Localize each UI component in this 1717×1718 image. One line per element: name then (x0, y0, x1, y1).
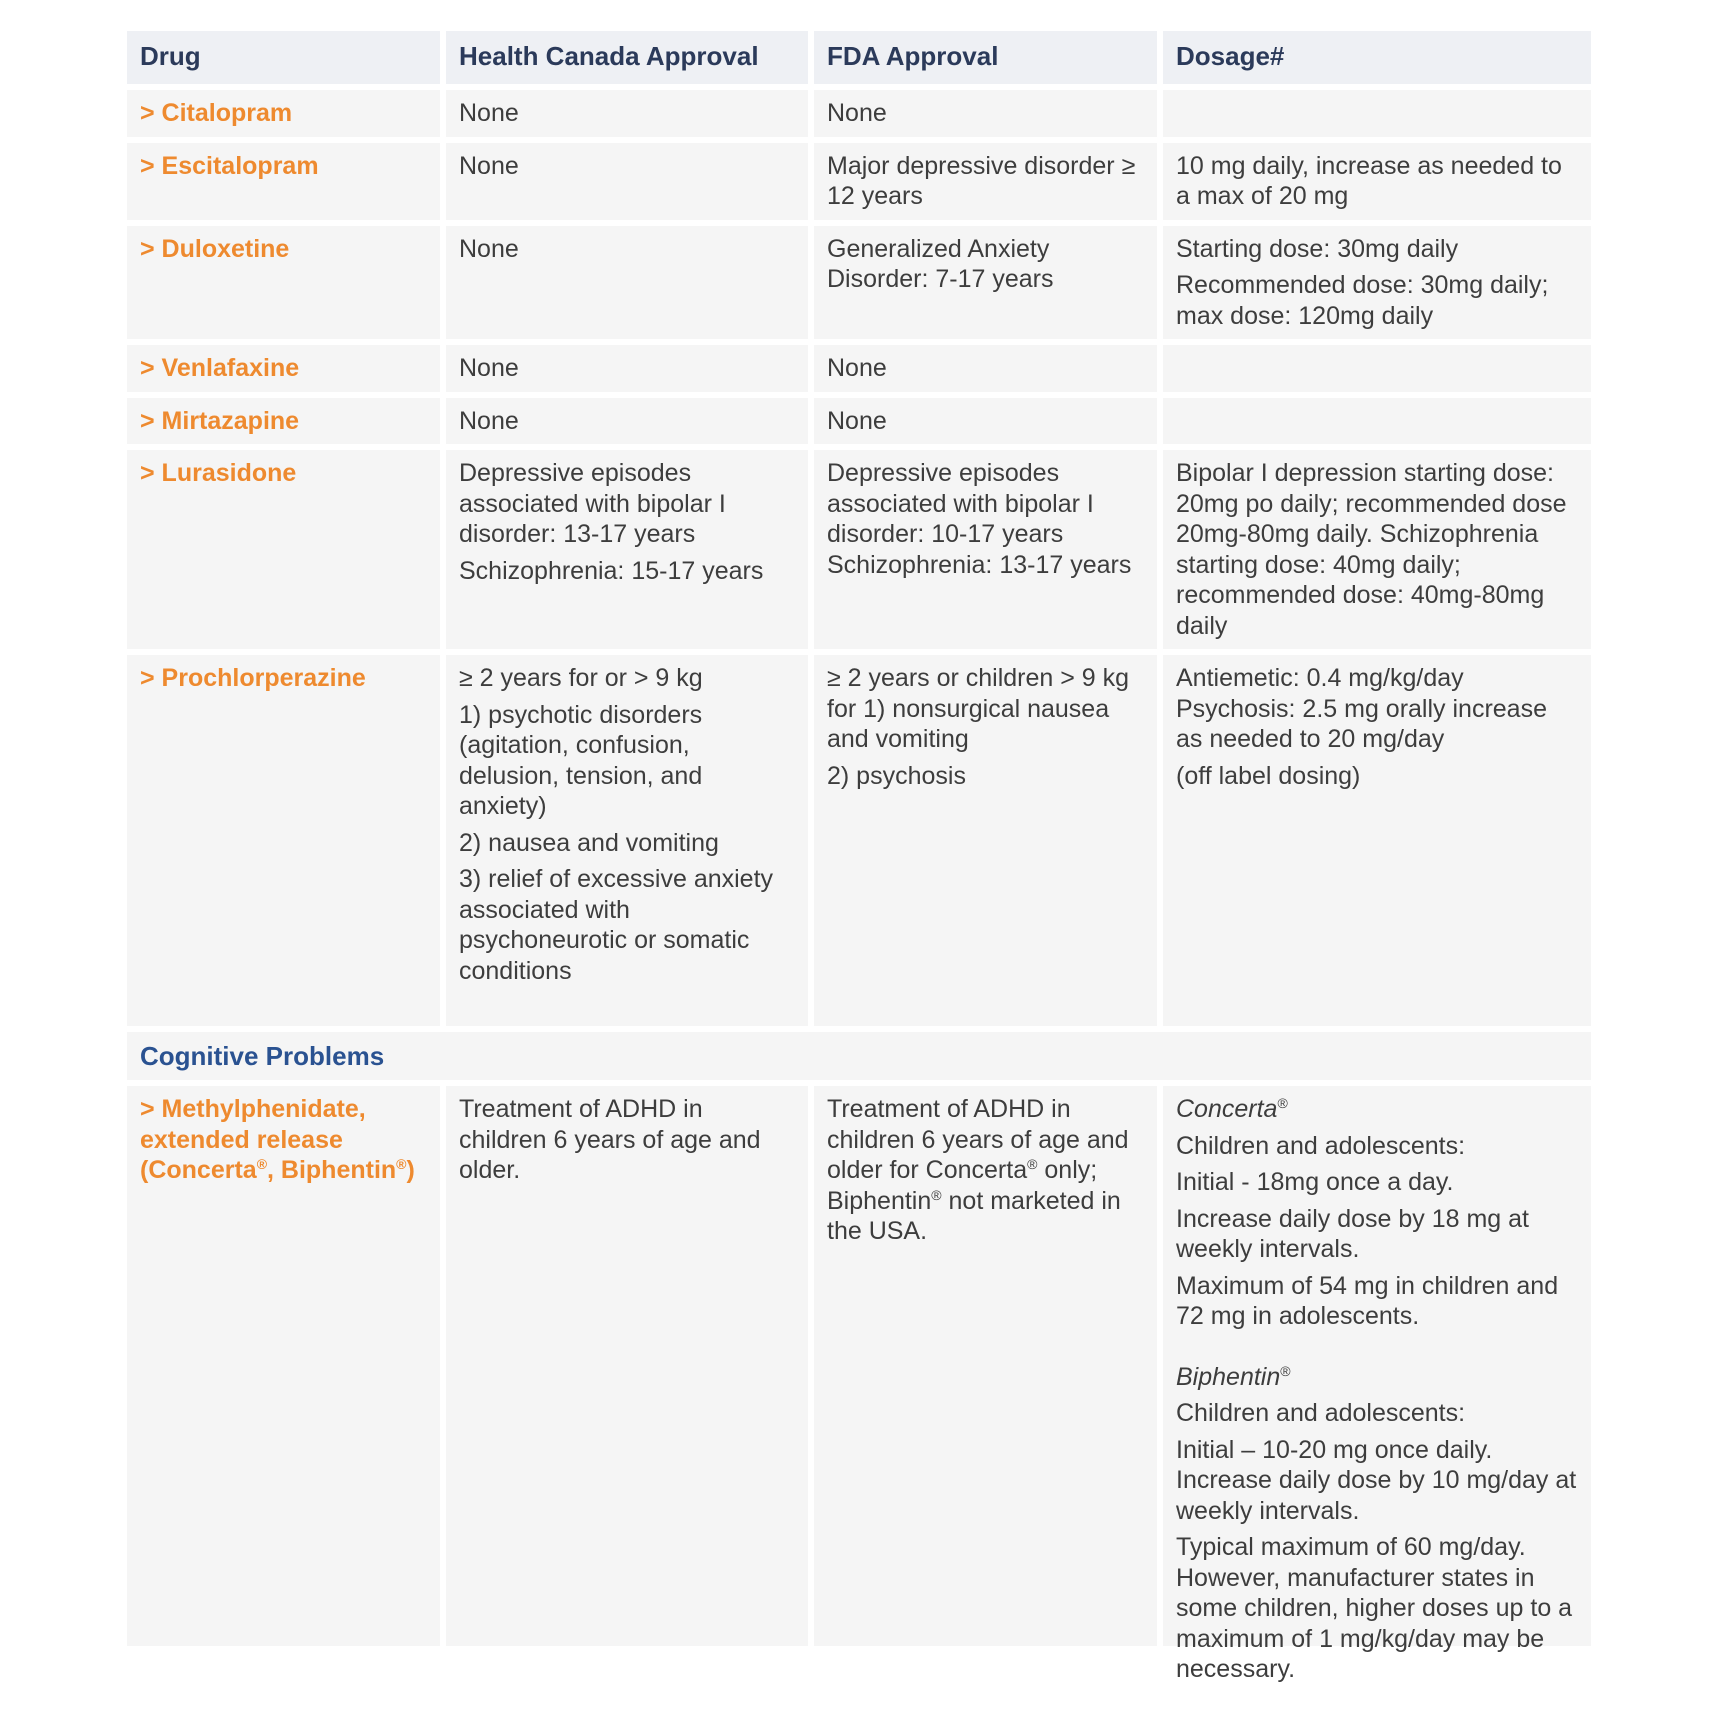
cell-text: Children and adolescents: (1176, 1131, 1466, 1160)
cell-text: Initial – 10-20 mg once daily. Increase daily dose by 10 mg/day at weekly intervals. (1176, 1435, 1577, 1525)
concerta-name: Concerta (1176, 1095, 1278, 1123)
fda-cell (814, 655, 1157, 1026)
cell-text: None (827, 99, 887, 127)
dosage-cell (1163, 90, 1591, 137)
drug-venlafaxine[interactable]: > Venlafaxine (127, 345, 440, 392)
cell-text: None (459, 151, 519, 180)
section-heading-cognitive-problems: Cognitive Problems (127, 1032, 1591, 1080)
cell-text (827, 1094, 1144, 1247)
cell-text: Recommended dose: 30mg daily; max dose: 120mg daily (1176, 271, 1549, 330)
fda-cell (814, 345, 1157, 392)
dosage-cell (1163, 655, 1591, 1026)
drug-approval-table (127, 31, 1591, 1683)
dosage-cell (1163, 226, 1591, 340)
cell-text: Generalized Anxiety Disorder: 7-17 years (827, 234, 1054, 293)
drug-mirtazapine[interactable]: > Mirtazapine (127, 398, 440, 445)
cell-text: Bipolar I depression starting dose: 20mg po daily; recommended dose 20mg-80mg daily. Schizophrenia starting dose: 40mg daily; recommended dose: 40mg-80mg daily (1176, 459, 1567, 640)
registered-mark: ® (1027, 1156, 1038, 1172)
cell-text: 2) nausea and vomiting (459, 828, 719, 857)
cell-text: 10 mg daily, increase as needed to a max of 20 mg (1176, 151, 1562, 210)
drug-citalopram[interactable]: > Citalopram (127, 90, 440, 137)
cell-text: Children and adolescents: (1176, 1399, 1466, 1427)
dosage-cell (1163, 450, 1591, 649)
health-canada-cell (446, 345, 808, 392)
cell-text: ≥ 2 years for or > 9 kg (459, 664, 703, 692)
health-canada-cell (446, 398, 808, 445)
spacer (1176, 1332, 1578, 1362)
fda-cell (814, 90, 1157, 137)
drug-prochlorperazine[interactable]: > Prochlorperazine (127, 655, 440, 1026)
cell-text: (off label dosing) (1176, 761, 1361, 790)
text-part: not marketed in the USA. (827, 1186, 1121, 1245)
cell-text: Major depressive disorder ≥ 12 years (827, 151, 1136, 210)
registered-mark: ® (1280, 1362, 1291, 1379)
drug-duloxetine[interactable]: > Duloxetine (127, 226, 440, 340)
cell-text: None (459, 99, 519, 127)
health-canada-cell (446, 226, 808, 340)
cell-text: None (459, 234, 519, 263)
header-health-canada: Health Canada Approval (446, 31, 808, 84)
drug-escitalopram[interactable]: > Escitalopram (127, 143, 440, 220)
dosage-cell (1163, 143, 1591, 220)
cell-text: Maximum of 54 mg in children and 72 mg in adolescents. (1176, 1271, 1559, 1330)
cell-text: Depressive episodes associated with bipolar I disorder: 10-17 years Schizophrenia: 13-17 years (827, 459, 1132, 579)
header-dosage: Dosage# (1163, 31, 1591, 84)
health-canada-cell (446, 143, 808, 220)
registered-mark: ® (1277, 1095, 1288, 1111)
cell-text: None (827, 354, 887, 382)
text-part: Treatment of ADHD in children 6 years of age and older for Concerta (827, 1095, 1129, 1184)
text-part: only; Biphentin (827, 1156, 1098, 1215)
health-canada-cell (446, 1086, 808, 1646)
biphentin-name: Biphentin (1176, 1362, 1281, 1391)
registered-mark: ® (396, 1156, 407, 1172)
cell-text: 1) psychotic disorders (agitation, confusion, delusion, tension, and anxiety) (459, 700, 703, 820)
cell-text: 3) relief of excessive anxiety associated with psychoneurotic or somatic conditions (459, 865, 774, 985)
cell-text: Antiemetic: 0.4 mg/kg/day Psychosis: 2.5 mg orally increase as needed to 20 mg/day (1176, 664, 1547, 753)
biphentin-heading (1176, 1362, 1578, 1393)
cell-text: Schizophrenia: 15-17 years (459, 556, 764, 585)
cell-text: None (459, 354, 519, 382)
cell-text: Depressive episodes associated with bipolar I disorder: 13-17 years (459, 459, 726, 548)
cell-text: Increase daily dose by 18 mg at weekly intervals. (1176, 1204, 1529, 1263)
cell-text: Treatment of ADHD in children 6 years of age and older. (459, 1095, 761, 1184)
fda-cell (814, 143, 1157, 220)
cell-text: 2) psychosis (827, 761, 966, 790)
health-canada-cell (446, 450, 808, 649)
cell-text: None (459, 406, 519, 435)
fda-cell (814, 450, 1157, 649)
cell-text: Starting dose: 30mg daily (1176, 234, 1459, 263)
cell-text: Initial - 18mg once a day. (1176, 1168, 1454, 1196)
header-fda: FDA Approval (814, 31, 1157, 84)
drug-name-part: > Methylphenidate, extended release (Concerta (140, 1095, 366, 1184)
cell-text: None (827, 406, 887, 435)
drug-methylphenidate[interactable] (127, 1086, 440, 1646)
registered-mark: ® (256, 1156, 268, 1172)
dosage-cell (1163, 1086, 1591, 1683)
fda-cell (814, 1086, 1157, 1646)
drug-name-part: ) (406, 1156, 415, 1184)
registered-mark: ® (931, 1186, 942, 1203)
header-drug: Drug (127, 31, 440, 84)
drug-lurasidone[interactable]: > Lurasidone (127, 450, 440, 649)
dosage-cell (1163, 345, 1591, 392)
dosage-cell (1163, 398, 1591, 445)
concerta-heading (1176, 1094, 1578, 1125)
fda-cell (814, 398, 1157, 445)
cell-text: ≥ 2 years or children > 9 kg for 1) nonsurgical nausea and vomiting (827, 664, 1130, 753)
health-canada-cell (446, 90, 808, 137)
drug-name-part: , Biphentin (267, 1156, 397, 1184)
cell-text: Typical maximum of 60 mg/day. However, manufacturer states in some children, higher doses up to a maximum of 1 mg/kg/day may be necessary. (1176, 1533, 1573, 1683)
health-canada-cell (446, 655, 808, 1026)
fda-cell (814, 226, 1157, 340)
